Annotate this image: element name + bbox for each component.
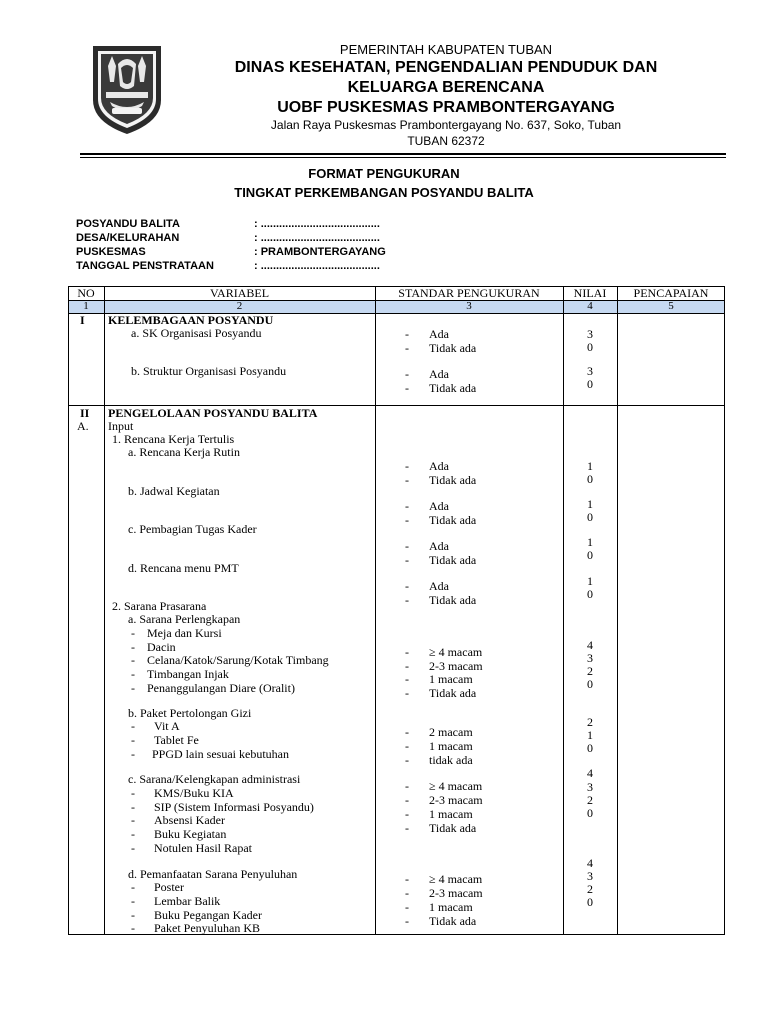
header-divider-thick xyxy=(80,153,726,155)
std-1-macam: 1 macam xyxy=(429,672,473,686)
list-item-ppgd: PPGD lain sesuai kebutuhan xyxy=(152,747,289,761)
nilai: 1 xyxy=(587,459,593,473)
std-dash: - xyxy=(405,779,409,793)
list-dash: - xyxy=(131,908,135,922)
std-dash: - xyxy=(405,473,409,487)
form-subtitle: TINGKAT PERKEMBANGAN POSYANDU BALITA xyxy=(234,185,534,200)
list-dash: - xyxy=(131,653,135,667)
nilai: 3 xyxy=(587,651,593,665)
nilai: 0 xyxy=(587,895,593,909)
list-item-buku-kegiatan: Buku Kegiatan xyxy=(154,827,227,841)
info-label-tanggal: TANGGAL PENSTRATAAN xyxy=(76,260,214,272)
nilai: 4 xyxy=(587,766,593,780)
nilai: 0 xyxy=(587,548,593,562)
std-tidak-ada: Tidak ada xyxy=(429,593,477,607)
std-tidak-ada: Tidak ada xyxy=(429,914,477,928)
std-dash: - xyxy=(405,872,409,886)
tn-1: 1 xyxy=(83,300,89,312)
std-tidak-ada: Tidak ada xyxy=(429,473,477,487)
std-dash: - xyxy=(405,593,409,607)
sec2-item-2: 2. Sarana Prasarana xyxy=(112,599,207,613)
list-dash: - xyxy=(131,667,135,681)
header-agency-line2: KELUARGA BERENCANA xyxy=(347,79,545,96)
tn-5: 5 xyxy=(668,300,674,312)
std-ada: Ada xyxy=(429,579,449,593)
std-dash: - xyxy=(405,753,409,767)
info-value-puskesmas: : PRAMBONTERGAYANG xyxy=(254,246,386,258)
std-dash: - xyxy=(405,672,409,686)
sec2-item-2a: a. Sarana Perlengkapan xyxy=(128,612,241,626)
header-address: Jalan Raya Puskesmas Prambontergayang No. 637, Soko, Tuban xyxy=(270,118,622,132)
section-2-title: PENGELOLAAN POSYANDU BALITA xyxy=(108,406,318,420)
list-dash: - xyxy=(131,813,135,827)
nilai: 0 xyxy=(587,587,593,601)
list-dash: - xyxy=(131,880,135,894)
list-dash: - xyxy=(131,786,135,800)
std-dash: - xyxy=(405,686,409,700)
list-item-dacin: Dacin xyxy=(147,640,176,654)
std-1-macam: 1 macam xyxy=(429,900,473,914)
std-tidak-ada: Tidak ada xyxy=(429,513,477,527)
std-dash: - xyxy=(405,739,409,753)
std-1-macam: 1 macam xyxy=(429,807,473,821)
std-dash: - xyxy=(405,900,409,914)
nilai: 3 xyxy=(587,780,593,794)
nilai: 2 xyxy=(587,882,593,896)
std-ada: Ada xyxy=(429,459,449,473)
nilai: 1 xyxy=(587,535,593,549)
info-value-desa: : ....................................... xyxy=(254,232,380,244)
std-dash: - xyxy=(405,914,409,928)
list-dash: - xyxy=(131,921,135,935)
std-dash: - xyxy=(405,513,409,527)
nilai: 3 xyxy=(587,364,593,378)
std-dash: - xyxy=(405,553,409,567)
list-item-sip: SIP (Sistem Informasi Posyandu) xyxy=(154,800,314,814)
col-divider-2 xyxy=(375,286,376,935)
nilai: 2 xyxy=(587,715,593,729)
std-tidak-ada: Tidak ada xyxy=(429,686,477,700)
std-dash: - xyxy=(405,821,409,835)
list-dash: - xyxy=(131,800,135,814)
nilai: 3 xyxy=(587,327,593,341)
std-dash: - xyxy=(405,725,409,739)
sec2-item-1a: a. Rencana Kerja Rutin xyxy=(128,445,240,459)
header-divider-thin xyxy=(80,157,726,158)
std-dash: - xyxy=(405,341,409,355)
info-label-desa: DESA/KELURAHAN xyxy=(76,232,180,244)
header-government: PEMERINTAH KABUPATEN TUBAN xyxy=(339,42,553,57)
nilai: 0 xyxy=(587,472,593,486)
std-2-3-macam: 2-3 macam xyxy=(429,659,483,673)
std-dash: - xyxy=(405,459,409,473)
sec1-item-b: b. Struktur Organisasi Posyandu xyxy=(131,364,287,378)
std-dash: - xyxy=(405,539,409,553)
nilai: 2 xyxy=(587,664,593,678)
list-item-kms: KMS/Buku KIA xyxy=(154,786,234,800)
info-value-tanggal: : ....................................... xyxy=(254,260,380,272)
tuban-regency-emblem xyxy=(90,42,164,136)
section-1-number: I xyxy=(80,313,85,327)
sec2-item-2c: c. Sarana/Kelengkapan administrasi xyxy=(128,772,301,786)
sec2-item-2b: b. Paket Pertolongan Gizi xyxy=(128,706,252,720)
std-dash: - xyxy=(405,579,409,593)
sec2-item-1b: b. Jadwal Kegiatan xyxy=(128,484,220,498)
sec2-item-2d: d. Pemanfaatan Sarana Penyuluhan xyxy=(128,867,298,881)
nilai: 0 xyxy=(587,340,593,354)
nilai: 4 xyxy=(587,856,593,870)
th-nilai: NILAI xyxy=(573,286,607,300)
std-dash: - xyxy=(405,499,409,513)
std-2-macam: 2 macam xyxy=(429,725,473,739)
nilai: 3 xyxy=(587,869,593,883)
nilai: 1 xyxy=(587,574,593,588)
tn-3: 3 xyxy=(466,300,472,312)
section-2-sub: A. xyxy=(77,419,89,433)
form-title: FORMAT PENGUKURAN xyxy=(308,166,460,181)
std-4-macam: ≥ 4 macam xyxy=(429,872,483,886)
list-item-fe: Tablet Fe xyxy=(154,733,199,747)
sec2-item-1d: d. Rencana menu PMT xyxy=(128,561,239,575)
list-item-absensi: Absensi Kader xyxy=(154,813,225,827)
nilai: 0 xyxy=(587,510,593,524)
th-pencapaian: PENCAPAIAN xyxy=(633,286,709,300)
nilai: 0 xyxy=(587,741,593,755)
std-4-macam: ≥ 4 macam xyxy=(429,645,483,659)
list-dash: - xyxy=(131,719,135,733)
list-dash: - xyxy=(131,747,135,761)
header-agency-line1: DINAS KESEHATAN, PENGENDALIAN PENDUDUK DAN xyxy=(234,59,658,76)
info-label-puskesmas: PUSKESMAS xyxy=(76,246,146,258)
list-item-notulen: Notulen Hasil Rapat xyxy=(154,841,252,855)
list-item-celana: Celana/Katok/Sarung/Kotak Timbang xyxy=(147,653,329,667)
list-item-paket-kb: Paket Penyuluhan KB xyxy=(154,921,260,935)
sec2-item-1: 1. Rencana Kerja Tertulis xyxy=(112,432,235,446)
std-2-3-macam: 2-3 macam xyxy=(429,886,483,900)
section-2-number: II xyxy=(80,406,90,420)
th-no: NO xyxy=(77,286,95,300)
list-dash: - xyxy=(131,733,135,747)
std-dash: - xyxy=(405,327,409,341)
list-item-timbangan: Timbangan Injak xyxy=(147,667,229,681)
th-variabel: VARIABEL xyxy=(209,286,270,300)
col-divider-4 xyxy=(617,286,618,935)
nilai: 1 xyxy=(587,728,593,742)
std-tidak-ada: tidak ada xyxy=(429,753,473,767)
std-ada: Ada xyxy=(429,539,449,553)
nilai: 0 xyxy=(587,806,593,820)
std-ada: Ada xyxy=(429,499,449,513)
std-dash: - xyxy=(405,659,409,673)
std-tidak-ada: Tidak ada xyxy=(429,821,477,835)
std-dash: - xyxy=(405,381,409,395)
list-dash: - xyxy=(131,841,135,855)
list-dash: - xyxy=(131,894,135,908)
std-2-3-macam: 2-3 macam xyxy=(429,793,483,807)
nilai: 0 xyxy=(587,677,593,691)
std-tidak-ada: Tidak ada xyxy=(429,341,477,355)
tn-4: 4 xyxy=(587,300,593,312)
std-dash: - xyxy=(405,793,409,807)
nilai: 0 xyxy=(587,377,593,391)
list-item-poster: Poster xyxy=(154,880,184,894)
list-dash: - xyxy=(131,681,135,695)
nilai: 1 xyxy=(587,497,593,511)
std-ada: Ada xyxy=(429,327,449,341)
std-dash: - xyxy=(405,367,409,381)
std-1-macam: 1 macam xyxy=(429,739,473,753)
list-item-meja: Meja dan Kursi xyxy=(147,626,222,640)
sec2-input: Input xyxy=(108,419,134,433)
list-dash: - xyxy=(131,640,135,654)
col-divider-1 xyxy=(104,286,105,935)
sec2-item-1c: c. Pembagian Tugas Kader xyxy=(128,522,257,536)
nilai: 4 xyxy=(587,638,593,652)
std-dash: - xyxy=(405,886,409,900)
list-item-lembar-balik: Lembar Balik xyxy=(154,894,221,908)
std-tidak-ada: Tidak ada xyxy=(429,553,477,567)
info-label-posyandu: POSYANDU BALITA xyxy=(76,218,180,230)
nilai: 2 xyxy=(587,793,593,807)
std-ada: Ada xyxy=(429,367,449,381)
std-tidak-ada: Tidak ada xyxy=(429,381,477,395)
list-item-buku-pegangan: Buku Pegangan Kader xyxy=(154,908,262,922)
header-postcode: TUBAN 62372 xyxy=(407,134,485,148)
std-dash: - xyxy=(405,807,409,821)
section-1-title: KELEMBAGAAN POSYANDU xyxy=(108,313,274,327)
list-item-vita: Vit A xyxy=(154,719,180,733)
th-standar: STANDAR PENGUKURAN xyxy=(398,286,540,300)
info-value-posyandu: : ....................................... xyxy=(254,218,380,230)
sec1-item-a: a. SK Organisasi Posyandu xyxy=(131,326,262,340)
list-dash: - xyxy=(131,626,135,640)
std-dash: - xyxy=(405,645,409,659)
header-puskesmas: UOBF PUSKESMAS PRAMBONTERGAYANG xyxy=(277,99,615,116)
list-dash: - xyxy=(131,827,135,841)
std-4-macam: ≥ 4 macam xyxy=(429,779,483,793)
tn-2: 2 xyxy=(236,300,243,312)
list-item-diare: Penanggulangan Diare (Oralit) xyxy=(147,681,295,695)
